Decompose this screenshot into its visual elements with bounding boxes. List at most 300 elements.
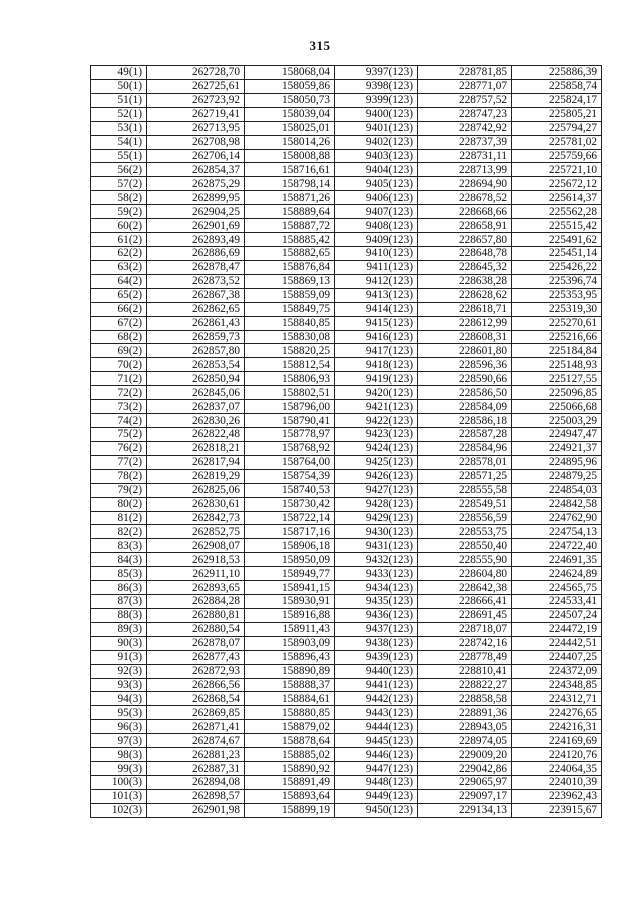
table-cell: 9418(123) <box>335 358 418 372</box>
table-cell: 69(2) <box>91 344 147 358</box>
table-cell: 68(2) <box>91 330 147 344</box>
table-cell: 158884,61 <box>245 692 335 706</box>
table-cell: 74(2) <box>91 414 147 428</box>
table-cell: 229042,86 <box>418 762 512 776</box>
table-cell: 262904,25 <box>147 205 245 219</box>
table-cell: 158869,13 <box>245 274 335 288</box>
table-cell: 158893,64 <box>245 789 335 803</box>
table-cell: 9402(123) <box>335 135 418 149</box>
table-cell: 229065,97 <box>418 776 512 790</box>
table-row <box>91 636 602 650</box>
table-cell: 224407,25 <box>512 650 602 664</box>
table-cell: 9419(123) <box>335 372 418 386</box>
table-cell: 158764,00 <box>245 455 335 469</box>
table-cell: 158812,54 <box>245 358 335 372</box>
table-cell: 158885,02 <box>245 748 335 762</box>
table-row <box>91 455 602 469</box>
table-cell: 158768,92 <box>245 441 335 455</box>
table-cell: 9415(123) <box>335 316 418 330</box>
table-cell: 223915,67 <box>512 803 602 817</box>
table-cell: 83(3) <box>91 539 147 553</box>
table-row <box>91 149 602 163</box>
table-cell: 228943,05 <box>418 720 512 734</box>
table-cell: 262886,69 <box>147 246 245 260</box>
table-cell: 86(3) <box>91 581 147 595</box>
table-cell: 71(2) <box>91 372 147 386</box>
table-cell: 228822,27 <box>418 678 512 692</box>
table-cell: 49(1) <box>91 66 147 80</box>
table-cell: 9408(123) <box>335 219 418 233</box>
table-cell: 52(1) <box>91 107 147 121</box>
table-cell: 225562,28 <box>512 205 602 219</box>
table-cell: 262842,73 <box>147 511 245 525</box>
table-cell: 9405(123) <box>335 177 418 191</box>
table-cell: 228550,40 <box>418 539 512 553</box>
table-cell: 57(2) <box>91 177 147 191</box>
table-row <box>91 372 602 386</box>
table-cell: 224921,37 <box>512 441 602 455</box>
table-cell: 9430(123) <box>335 525 418 539</box>
table-cell: 91(3) <box>91 650 147 664</box>
table-cell: 228601,80 <box>418 344 512 358</box>
table-cell: 262881,23 <box>147 748 245 762</box>
table-cell: 225858,74 <box>512 79 602 93</box>
table-cell: 96(3) <box>91 720 147 734</box>
table-cell: 228757,52 <box>418 93 512 107</box>
table-cell: 262850,94 <box>147 372 245 386</box>
table-row <box>91 246 602 260</box>
table-cell: 225426,22 <box>512 260 602 274</box>
coordinates-table <box>90 65 602 818</box>
table-cell: 9445(123) <box>335 734 418 748</box>
table-cell: 9438(123) <box>335 636 418 650</box>
table-cell: 9425(123) <box>335 455 418 469</box>
table-cell: 102(3) <box>91 803 147 817</box>
table-cell: 9414(123) <box>335 302 418 316</box>
table-row <box>91 441 602 455</box>
table-row <box>91 233 602 247</box>
table-cell: 225003,29 <box>512 414 602 428</box>
table-cell: 262887,31 <box>147 762 245 776</box>
table-row <box>91 79 602 93</box>
table-row <box>91 734 602 748</box>
table-cell: 9423(123) <box>335 427 418 441</box>
table-cell: 228553,75 <box>418 525 512 539</box>
table-cell: 94(3) <box>91 692 147 706</box>
table-row <box>91 414 602 428</box>
table-cell: 224754,13 <box>512 525 602 539</box>
table-cell: 262875,29 <box>147 177 245 191</box>
table-row <box>91 748 602 762</box>
table-cell: 225759,66 <box>512 149 602 163</box>
table-cell: 224533,41 <box>512 595 602 609</box>
table-cell: 9431(123) <box>335 539 418 553</box>
table-cell: 225824,17 <box>512 93 602 107</box>
table-row <box>91 469 602 483</box>
table-cell: 228608,31 <box>418 330 512 344</box>
table-cell: 262873,52 <box>147 274 245 288</box>
table-cell: 228648,78 <box>418 246 512 260</box>
table-cell: 262893,65 <box>147 581 245 595</box>
table-cell: 72(2) <box>91 386 147 400</box>
table-cell: 224169,69 <box>512 734 602 748</box>
table-cell: 9421(123) <box>335 400 418 414</box>
table-cell: 9407(123) <box>335 205 418 219</box>
table-cell: 158950,09 <box>245 553 335 567</box>
table-cell: 55(1) <box>91 149 147 163</box>
table-cell: 262893,49 <box>147 233 245 247</box>
table-cell: 262908,07 <box>147 539 245 553</box>
table-cell: 228657,80 <box>418 233 512 247</box>
table-cell: 225515,42 <box>512 219 602 233</box>
table-cell: 262859,73 <box>147 330 245 344</box>
table-cell: 158806,93 <box>245 372 335 386</box>
table-cell: 9409(123) <box>335 233 418 247</box>
table-cell: 92(3) <box>91 664 147 678</box>
table-cell: 158889,64 <box>245 205 335 219</box>
table-cell: 9429(123) <box>335 511 418 525</box>
table-cell: 64(2) <box>91 274 147 288</box>
table-cell: 158778,97 <box>245 427 335 441</box>
table-cell: 262899,95 <box>147 191 245 205</box>
table-cell: 228737,39 <box>418 135 512 149</box>
table-cell: 262867,38 <box>147 288 245 302</box>
table-cell: 9397(123) <box>335 66 418 80</box>
table-cell: 225216,66 <box>512 330 602 344</box>
table-cell: 224442,51 <box>512 636 602 650</box>
table-row <box>91 344 602 358</box>
table-cell: 262845,06 <box>147 386 245 400</box>
table-cell: 228678,52 <box>418 191 512 205</box>
table-cell: 158820,25 <box>245 344 335 358</box>
table-cell: 158859,09 <box>245 288 335 302</box>
table-row <box>91 358 602 372</box>
table-cell: 228658,91 <box>418 219 512 233</box>
table-cell: 79(2) <box>91 483 147 497</box>
table-cell: 100(3) <box>91 776 147 790</box>
table-cell: 9422(123) <box>335 414 418 428</box>
table-row <box>91 427 602 441</box>
table-cell: 225721,10 <box>512 163 602 177</box>
table-cell: 158840,85 <box>245 316 335 330</box>
table-cell: 85(3) <box>91 567 147 581</box>
table-cell: 262877,43 <box>147 650 245 664</box>
table-cell: 262818,21 <box>147 441 245 455</box>
table-cell: 158890,89 <box>245 664 335 678</box>
table-cell: 78(2) <box>91 469 147 483</box>
table-cell: 9411(123) <box>335 260 418 274</box>
table-cell: 81(2) <box>91 511 147 525</box>
table-cell: 9450(123) <box>335 803 418 817</box>
table-cell: 77(2) <box>91 455 147 469</box>
table-cell: 158802,51 <box>245 386 335 400</box>
table-cell: 158008,88 <box>245 149 335 163</box>
table-row <box>91 93 602 107</box>
table-cell: 228586,50 <box>418 386 512 400</box>
table-cell: 225319,30 <box>512 302 602 316</box>
table-cell: 224842,58 <box>512 497 602 511</box>
table-cell: 228555,58 <box>418 483 512 497</box>
table-cell: 228747,23 <box>418 107 512 121</box>
table-cell: 158740,53 <box>245 483 335 497</box>
table-cell: 225805,21 <box>512 107 602 121</box>
table-cell: 225148,93 <box>512 358 602 372</box>
table-cell: 224348,85 <box>512 678 602 692</box>
table-cell: 224624,89 <box>512 567 602 581</box>
table-cell: 262728,70 <box>147 66 245 80</box>
table-cell: 158830,08 <box>245 330 335 344</box>
table-cell: 158890,92 <box>245 762 335 776</box>
table-cell: 229097,17 <box>418 789 512 803</box>
table-cell: 158941,15 <box>245 581 335 595</box>
table-cell: 262825,06 <box>147 483 245 497</box>
table-cell: 228771,07 <box>418 79 512 93</box>
coordinates-table-body <box>91 66 602 818</box>
table-cell: 262868,54 <box>147 692 245 706</box>
table-cell: 262901,98 <box>147 803 245 817</box>
table-cell: 224691,35 <box>512 553 602 567</box>
table-cell: 262713,95 <box>147 121 245 135</box>
table-row <box>91 121 602 135</box>
table-row <box>91 511 602 525</box>
table-cell: 9413(123) <box>335 288 418 302</box>
table-cell: 54(1) <box>91 135 147 149</box>
table-cell: 228713,99 <box>418 163 512 177</box>
table-cell: 9399(123) <box>335 93 418 107</box>
table-cell: 158754,39 <box>245 469 335 483</box>
table-cell: 158949,77 <box>245 567 335 581</box>
table-cell: 262822,48 <box>147 427 245 441</box>
table-row <box>91 539 602 553</box>
table-cell: 224312,71 <box>512 692 602 706</box>
table-cell: 225886,39 <box>512 66 602 80</box>
table-cell: 84(3) <box>91 553 147 567</box>
table-cell: 228587,28 <box>418 427 512 441</box>
table-cell: 224064,35 <box>512 762 602 776</box>
table-cell: 95(3) <box>91 706 147 720</box>
table-cell: 158796,00 <box>245 400 335 414</box>
table-cell: 225396,74 <box>512 274 602 288</box>
table-cell: 158068,04 <box>245 66 335 80</box>
table-row <box>91 400 602 414</box>
table-cell: 9433(123) <box>335 567 418 581</box>
table-cell: 9410(123) <box>335 246 418 260</box>
table-cell: 89(3) <box>91 622 147 636</box>
table-row <box>91 316 602 330</box>
table-row <box>91 525 602 539</box>
table-cell: 262854,37 <box>147 163 245 177</box>
table-cell: 66(2) <box>91 302 147 316</box>
table-cell: 73(2) <box>91 400 147 414</box>
table-cell: 225096,85 <box>512 386 602 400</box>
table-cell: 228858,58 <box>418 692 512 706</box>
table-cell: 158888,37 <box>245 678 335 692</box>
table-cell: 225794,27 <box>512 121 602 135</box>
table-row <box>91 650 602 664</box>
table-cell: 224472,19 <box>512 622 602 636</box>
table-cell: 228556,59 <box>418 511 512 525</box>
table-cell: 228668,66 <box>418 205 512 219</box>
table-cell: 9417(123) <box>335 344 418 358</box>
table-cell: 60(2) <box>91 219 147 233</box>
table-row <box>91 163 602 177</box>
table-row <box>91 497 602 511</box>
table-cell: 61(2) <box>91 233 147 247</box>
table-row <box>91 762 602 776</box>
table-cell: 9434(123) <box>335 581 418 595</box>
table-cell: 262898,57 <box>147 789 245 803</box>
table-cell: 101(3) <box>91 789 147 803</box>
table-cell: 228571,25 <box>418 469 512 483</box>
table-cell: 262911,10 <box>147 567 245 581</box>
table-cell: 158879,02 <box>245 720 335 734</box>
table-cell: 224216,31 <box>512 720 602 734</box>
table-cell: 262880,54 <box>147 622 245 636</box>
table-cell: 262894,08 <box>147 776 245 790</box>
table-cell: 262901,69 <box>147 219 245 233</box>
table-cell: 158882,65 <box>245 246 335 260</box>
table-cell: 158722,14 <box>245 511 335 525</box>
table-cell: 228578,01 <box>418 455 512 469</box>
table-cell: 224879,25 <box>512 469 602 483</box>
table-cell: 59(2) <box>91 205 147 219</box>
table-cell: 228891,36 <box>418 706 512 720</box>
table-cell: 228618,71 <box>418 302 512 316</box>
table-cell: 262853,54 <box>147 358 245 372</box>
table-cell: 158896,43 <box>245 650 335 664</box>
table-row <box>91 483 602 497</box>
table-cell: 9404(123) <box>335 163 418 177</box>
table-cell: 228645,32 <box>418 260 512 274</box>
table-cell: 9442(123) <box>335 692 418 706</box>
table-cell: 9424(123) <box>335 441 418 455</box>
table-cell: 158730,42 <box>245 497 335 511</box>
table-row <box>91 692 602 706</box>
table-cell: 158014,26 <box>245 135 335 149</box>
table-cell: 262819,29 <box>147 469 245 483</box>
table-cell: 262830,61 <box>147 497 245 511</box>
table-row <box>91 219 602 233</box>
table-row <box>91 330 602 344</box>
table-cell: 228642,38 <box>418 581 512 595</box>
table-cell: 228742,92 <box>418 121 512 135</box>
table-cell: 76(2) <box>91 441 147 455</box>
table-cell: 228781,85 <box>418 66 512 80</box>
table-cell: 9449(123) <box>335 789 418 803</box>
table-cell: 228596,36 <box>418 358 512 372</box>
table-cell: 223962,43 <box>512 789 602 803</box>
table-cell: 262708,98 <box>147 135 245 149</box>
table-cell: 158876,84 <box>245 260 335 274</box>
table-row <box>91 553 602 567</box>
table-cell: 225451,14 <box>512 246 602 260</box>
table-cell: 70(2) <box>91 358 147 372</box>
table-cell: 228731,11 <box>418 149 512 163</box>
table-cell: 262706,14 <box>147 149 245 163</box>
table-row <box>91 386 602 400</box>
table-cell: 67(2) <box>91 316 147 330</box>
table-cell: 224120,76 <box>512 748 602 762</box>
table-row <box>91 135 602 149</box>
table-cell: 97(3) <box>91 734 147 748</box>
table-cell: 262817,94 <box>147 455 245 469</box>
table-row <box>91 66 602 80</box>
table-cell: 262830,26 <box>147 414 245 428</box>
table-cell: 9412(123) <box>335 274 418 288</box>
table-cell: 224722,40 <box>512 539 602 553</box>
table-cell: 224276,65 <box>512 706 602 720</box>
table-cell: 228628,62 <box>418 288 512 302</box>
table-cell: 228638,28 <box>418 274 512 288</box>
table-cell: 58(2) <box>91 191 147 205</box>
table-cell: 262874,67 <box>147 734 245 748</box>
table-cell: 224507,24 <box>512 608 602 622</box>
table-cell: 53(1) <box>91 121 147 135</box>
table-cell: 158716,61 <box>245 163 335 177</box>
table-cell: 224372,09 <box>512 664 602 678</box>
table-cell: 262862,65 <box>147 302 245 316</box>
table-cell: 9426(123) <box>335 469 418 483</box>
table-cell: 62(2) <box>91 246 147 260</box>
table-cell: 56(2) <box>91 163 147 177</box>
table-cell: 262719,41 <box>147 107 245 121</box>
table-cell: 158717,16 <box>245 525 335 539</box>
table-cell: 262918,53 <box>147 553 245 567</box>
table-cell: 224854,03 <box>512 483 602 497</box>
table-cell: 225270,61 <box>512 316 602 330</box>
table-cell: 228586,18 <box>418 414 512 428</box>
table-cell: 228549,51 <box>418 497 512 511</box>
table-row <box>91 720 602 734</box>
table-cell: 9436(123) <box>335 608 418 622</box>
table-cell: 228691,45 <box>418 608 512 622</box>
table-cell: 262872,93 <box>147 664 245 678</box>
table-cell: 65(2) <box>91 288 147 302</box>
table-row <box>91 789 602 803</box>
table-cell: 158849,75 <box>245 302 335 316</box>
table-cell: 93(3) <box>91 678 147 692</box>
table-cell: 225491,62 <box>512 233 602 247</box>
table-cell: 9432(123) <box>335 553 418 567</box>
table-cell: 225353,95 <box>512 288 602 302</box>
table-cell: 262869,85 <box>147 706 245 720</box>
table-cell: 228612,99 <box>418 316 512 330</box>
table-cell: 75(2) <box>91 427 147 441</box>
table-row <box>91 260 602 274</box>
table-cell: 262878,07 <box>147 636 245 650</box>
table-row <box>91 205 602 219</box>
table-cell: 228742,16 <box>418 636 512 650</box>
table-cell: 158887,72 <box>245 219 335 233</box>
table-cell: 9441(123) <box>335 678 418 692</box>
table-cell: 9440(123) <box>335 664 418 678</box>
table-cell: 229134,13 <box>418 803 512 817</box>
page-number: 315 <box>309 38 331 53</box>
table-row <box>91 803 602 817</box>
table-cell: 158050,73 <box>245 93 335 107</box>
table-cell: 9439(123) <box>335 650 418 664</box>
table-cell: 225672,12 <box>512 177 602 191</box>
table-row <box>91 608 602 622</box>
table-cell: 9447(123) <box>335 762 418 776</box>
table-row <box>91 706 602 720</box>
table-cell: 229009,20 <box>418 748 512 762</box>
table-cell: 158059,86 <box>245 79 335 93</box>
table-cell: 225184,84 <box>512 344 602 358</box>
table-cell: 9400(123) <box>335 107 418 121</box>
table-cell: 262725,61 <box>147 79 245 93</box>
table-cell: 228584,96 <box>418 441 512 455</box>
